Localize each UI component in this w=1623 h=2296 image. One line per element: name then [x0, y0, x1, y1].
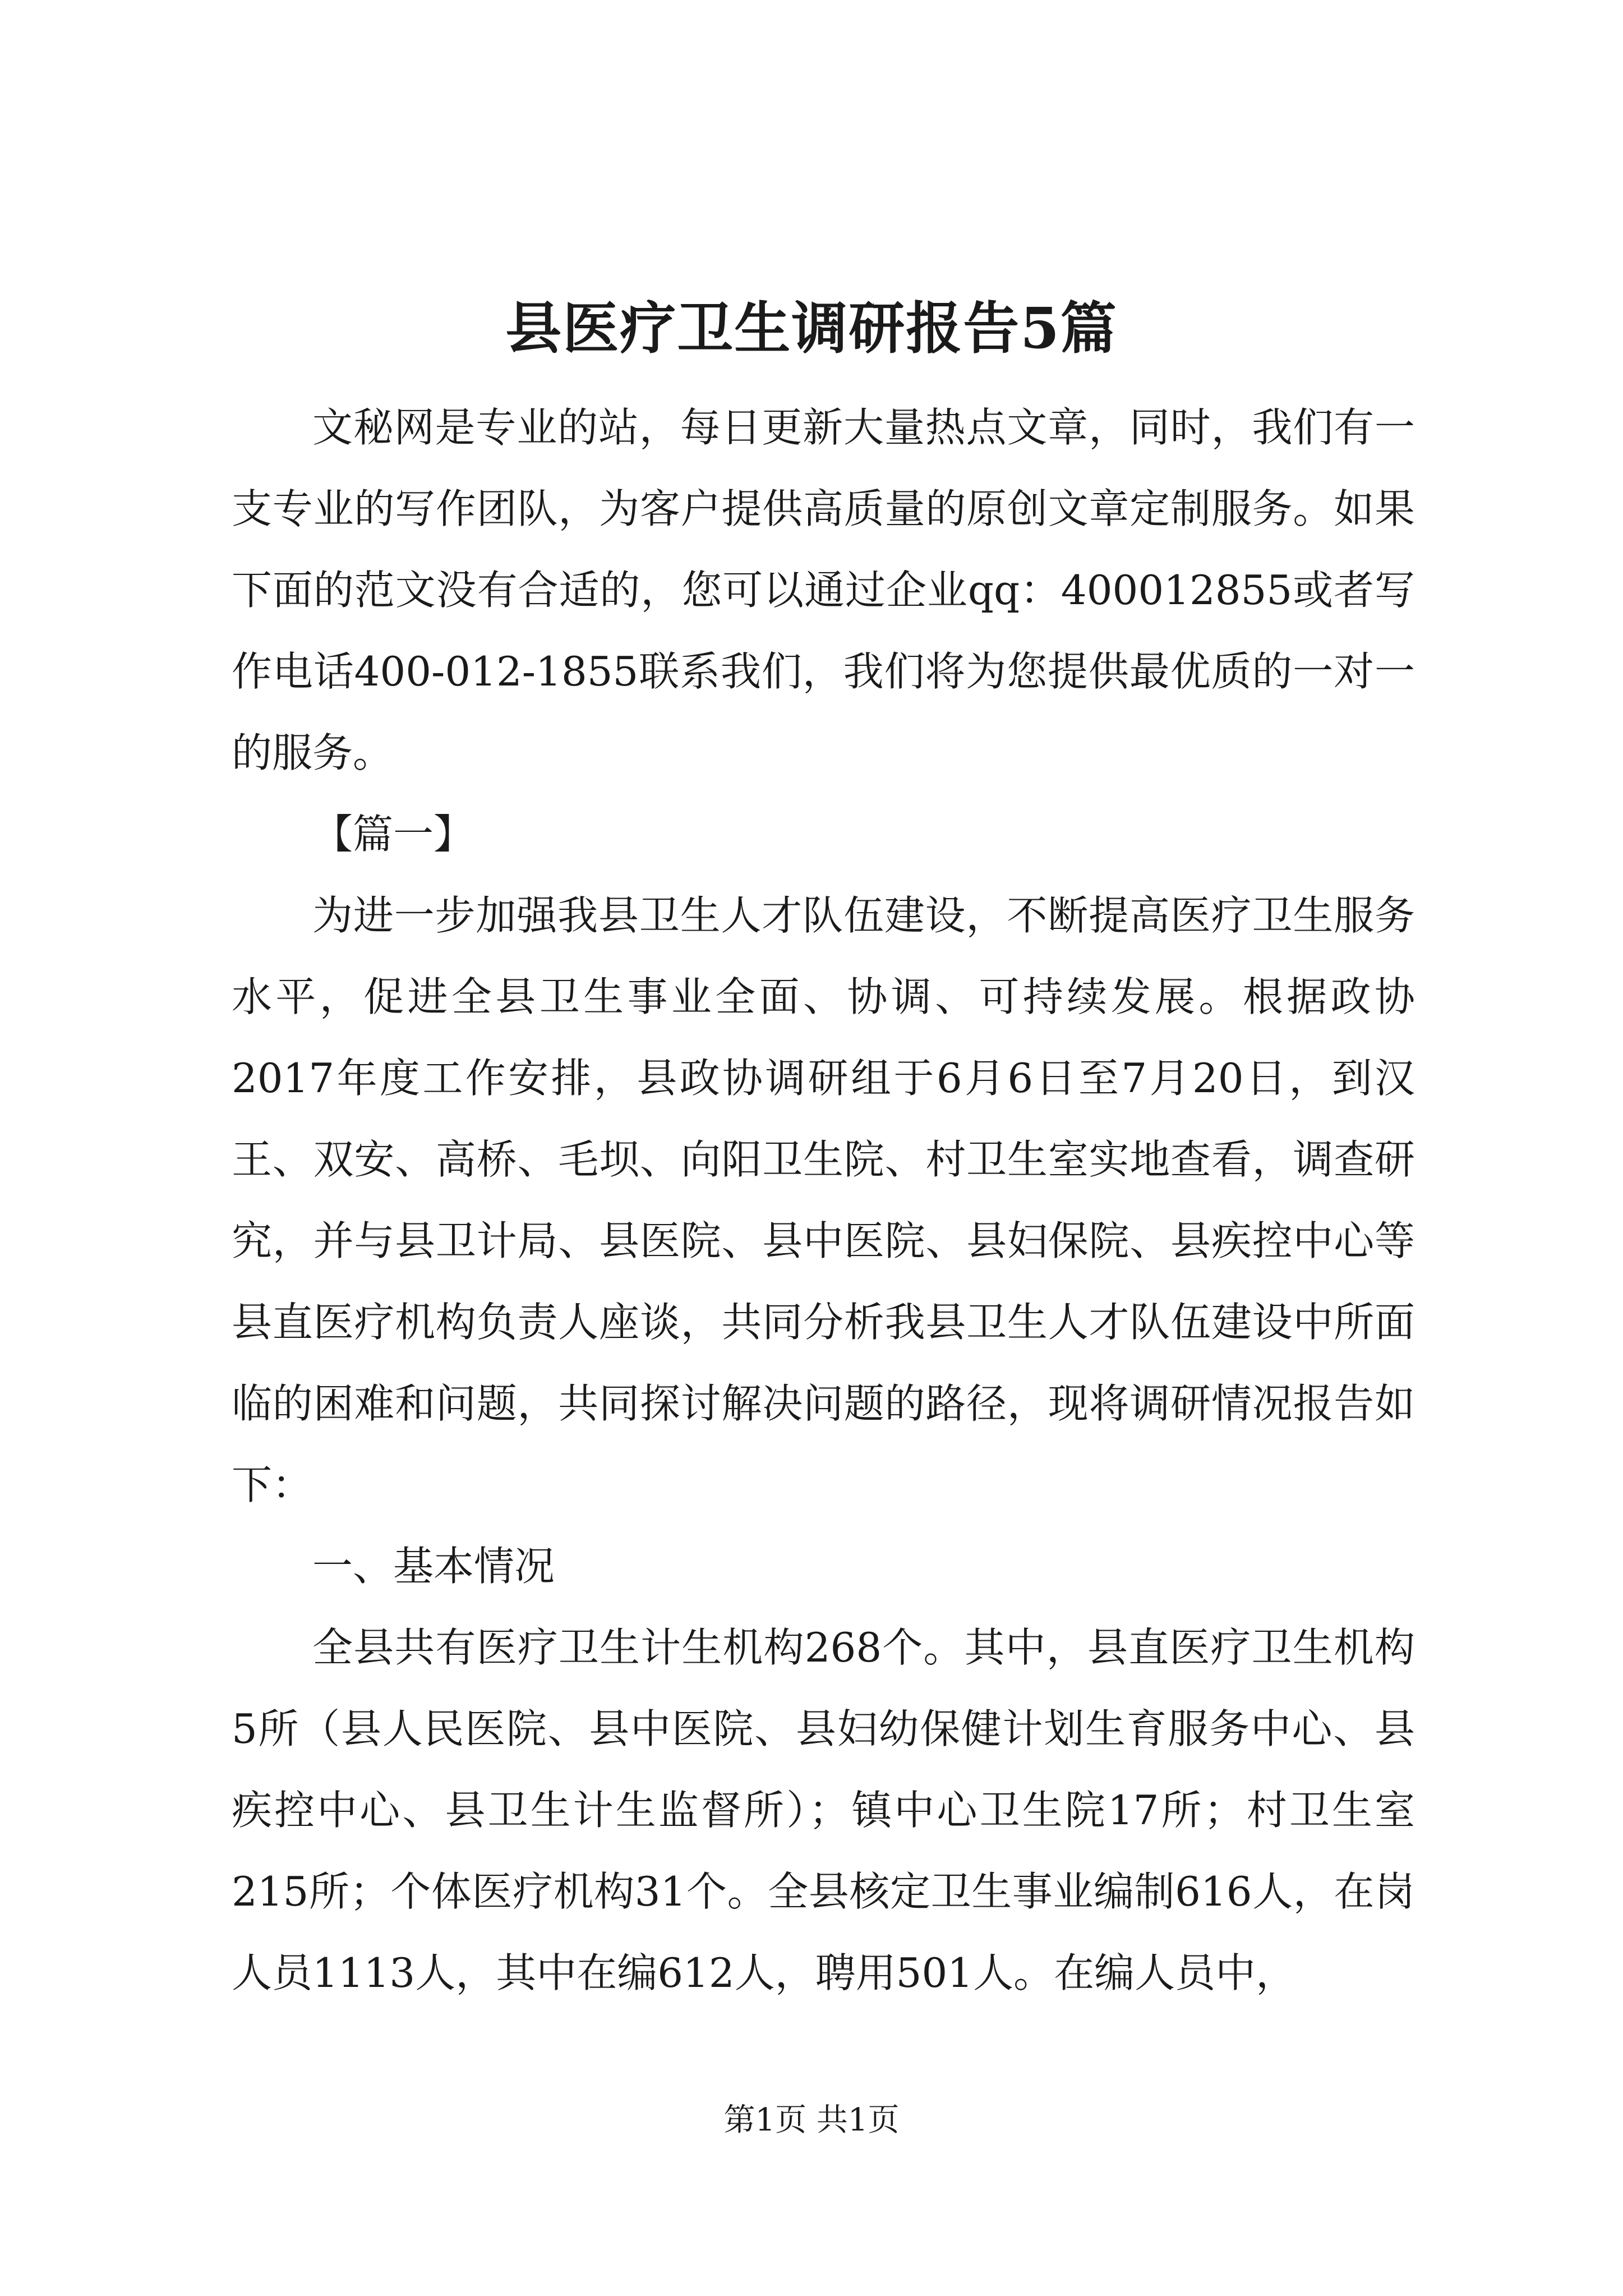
body-paragraph: 全县共有医疗卫生计生机构268个。其中，县直医疗卫生机构5所（县人民医院、县中医院、县妇幼保健计划生育服务中心、县疾控中心、县卫生计生监督所）；镇中心卫生院17所；村卫生室215所；个体医疗机构31个。全县核定卫生事业编制616人，在岗人员1113人，其中在编612人，聘用501人。在编人员中， [232, 1624, 1415, 1996]
section-heading-part-one: 【篇一】 [312, 811, 474, 858]
page-footer: 第1页 共1页 [723, 2102, 900, 2138]
section-heading-basic-situation: 一、基本情况 [312, 1543, 555, 1590]
document-body [232, 387, 1415, 2014]
document-title: 县医疗卫生调研报告5篇 [505, 295, 1118, 361]
body-paragraph: 为进一步加强我县卫生人才队伍建设，不断提高医疗卫生服务水平，促进全县卫生事业全面、协调、可持续发展。根据政协2017年度工作安排，县政协调研组于6月6日至7月20日，到汉王、双安、高桥、毛坝、向阳卫生院、村卫生室实地查看，调查研究，并与县卫计局、县医院、县中医院、县妇保院、县疾控中心等县直医疗机构负责人座谈，共同分析我县卫生人才队伍建设中所面临的困难和问题，共同探讨解决问题的路径，现将调研情况报告如下： [232, 892, 1415, 1508]
intro-paragraph: 文秘网是专业的站，每日更新大量热点文章，同时，我们有一支专业的写作团队，为客户提供高质量的原创文章定制服务。如果下面的范文没有合适的，您可以通过企业qq：400012855或者写作电话400-012-1855联系我们，我们将为您提供最优质的一对一的服务。 [232, 404, 1415, 776]
